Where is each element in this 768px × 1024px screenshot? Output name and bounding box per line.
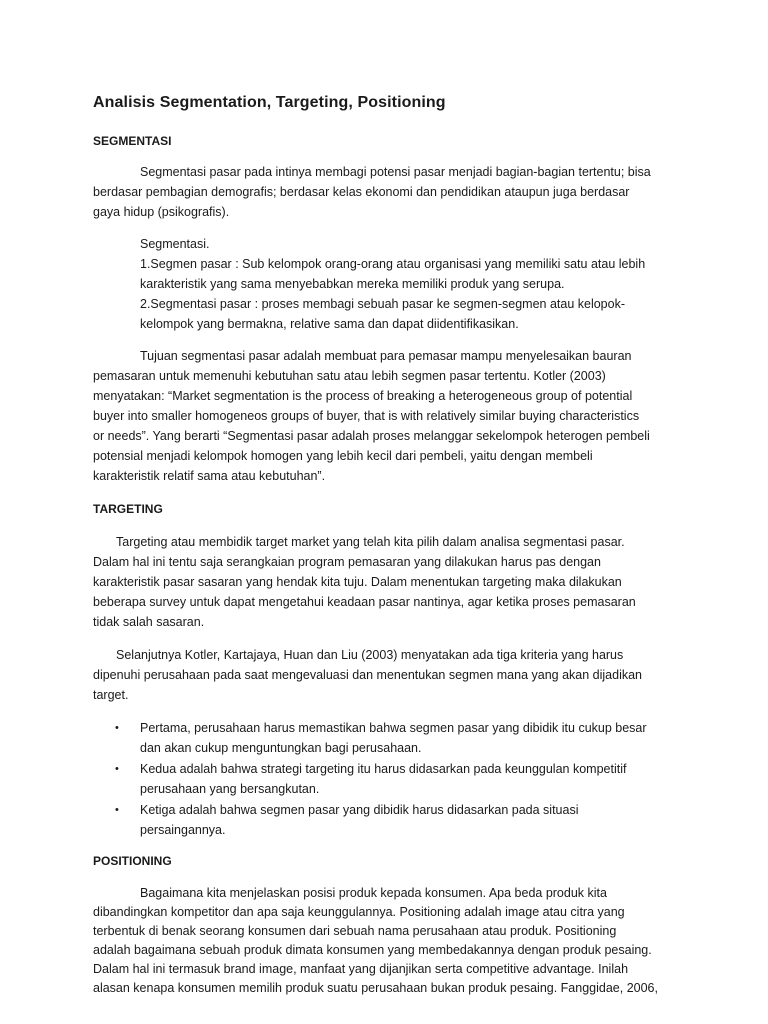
paragraph-line: karakteristik pasar sasaran yang hendak kita tuju. Dalam menentukan targeting maka dilakukan — [93, 575, 622, 589]
paragraph-line: buyer into smaller homogeneos groups of buyer, that is with relatively similar buying characteristics — [93, 409, 640, 423]
paragraph-line: gaya hidup (psikografis). — [93, 205, 230, 219]
paragraph-line: or needs”. Yang berarti “Segmentasi pasar adalah proses melanggar sekelompok heterogen pembeli — [93, 429, 650, 443]
heading-positioning: POSITIONING — [93, 854, 172, 868]
paragraph-line: berdasar pembagian demografis; berdasar kelas ekonomi dan pendidikan ataupun juga berdasar — [93, 185, 630, 199]
paragraph-line: Selanjutnya Kotler, Kartajaya, Huan dan Liu (2003) menyatakan ada tiga kriteria yang harus — [116, 648, 624, 662]
list-line: kelompok yang bermakna, relative sama dan dapat diidentifikasikan. — [140, 317, 519, 331]
heading-segmentasi: SEGMENTASI — [93, 134, 172, 148]
list-line: Segmentasi. — [140, 237, 210, 251]
paragraph-line: Dalam hal ini tentu saja serangkaian program pemasaran yang dilakukan harus pas dengan — [93, 555, 601, 569]
bullet-item-line: Ketiga adalah bahwa segmen pasar yang dibidik harus didasarkan pada situasi — [140, 803, 579, 817]
paragraph-line: terbentuk di benak seorang konsumen dari sebuah nama perusahaan atau produk. Positioning — [93, 924, 617, 938]
paragraph-line: potensial menjadi kelompok homogen yang lebih kecil dari pembeli, yaitu dengan membeli — [93, 449, 593, 463]
paragraph-line: Segmentasi pasar pada intinya membagi potensi pasar menjadi bagian-bagian tertentu; bisa — [140, 165, 651, 179]
list-line: karakteristik yang sama menyebabkan mereka memiliki produk yang serupa. — [140, 277, 565, 291]
paragraph-line: beberapa survey untuk dapat mengetahui keadaan pasar nantinya, agar ketika proses pemasaran — [93, 595, 636, 609]
bullet-item-line: Kedua adalah bahwa strategi targeting itu harus didasarkan pada keunggulan kompetitif — [140, 762, 627, 776]
paragraph-line: Bagaimana kita menjelaskan posisi produk kepada konsumen. Apa beda produk kita — [140, 886, 607, 900]
document-title: Analisis Segmentation, Targeting, Positioning — [93, 94, 446, 111]
bullet-item-line: dan akan cukup menguntungkan bagi perusahaan. — [140, 741, 422, 755]
bullet-icon: • — [115, 722, 119, 734]
heading-targeting: TARGETING — [93, 502, 163, 516]
bullet-item-line: perusahaan yang bersangkutan. — [140, 782, 320, 796]
paragraph-line: target. — [93, 688, 129, 702]
paragraph-line: dibandingkan kompetitor dan apa saja keunggulannya. Positioning adalah image atau citra yang — [93, 905, 625, 919]
paragraph-line: adalah bagaimana sebuah produk dimata konsumen yang membedakannya dengan produk pesaing. — [93, 943, 652, 957]
paragraph-line: karakteristik relatif sama atau kebutuhan”. — [93, 469, 326, 483]
bullet-icon: • — [115, 804, 119, 816]
paragraph-line: alasan kenapa konsumen memilih produk suatu perusahaan bukan produk pesaing. Fanggidae, 2006, — [93, 981, 658, 995]
paragraph-line: Targeting atau membidik target market yang telah kita pilih dalam analisa segmentasi pasar. — [116, 535, 625, 549]
paragraph-line: Tujuan segmentasi pasar adalah membuat para pemasar mampu menyelesaikan bauran — [140, 349, 632, 363]
paragraph-line: menyatakan: “Market segmentation is the process of breaking a heterogeneous group of potential — [93, 389, 633, 403]
bullet-icon: • — [115, 763, 119, 775]
paragraph-line: dipenuhi perusahaan pada saat mengevaluasi dan menentukan segmen mana yang akan dijadikan — [93, 668, 643, 682]
paragraph-line: tidak salah sasaran. — [93, 615, 205, 629]
list-line: 1.Segmen pasar : Sub kelompok orang-orang atau organisasi yang memiliki satu atau lebih — [140, 257, 646, 271]
paragraph-line: Dalam hal ini termasuk brand image, manfaat yang dijanjikan serta competitive advantage. Inilah — [93, 962, 629, 976]
list-line: 2.Segmentasi pasar : proses membagi sebuah pasar ke segmen-segmen atau kelopok- — [140, 297, 625, 311]
bullet-item-line: Pertama, perusahaan harus memastikan bahwa segmen pasar yang dibidik itu cukup besar — [140, 721, 647, 735]
bullet-item-line: persaingannya. — [140, 823, 226, 837]
paragraph-line: pemasaran untuk memenuhi kebutuhan satu atau lebih segmen pasar tertentu. Kotler (2003) — [93, 369, 606, 383]
